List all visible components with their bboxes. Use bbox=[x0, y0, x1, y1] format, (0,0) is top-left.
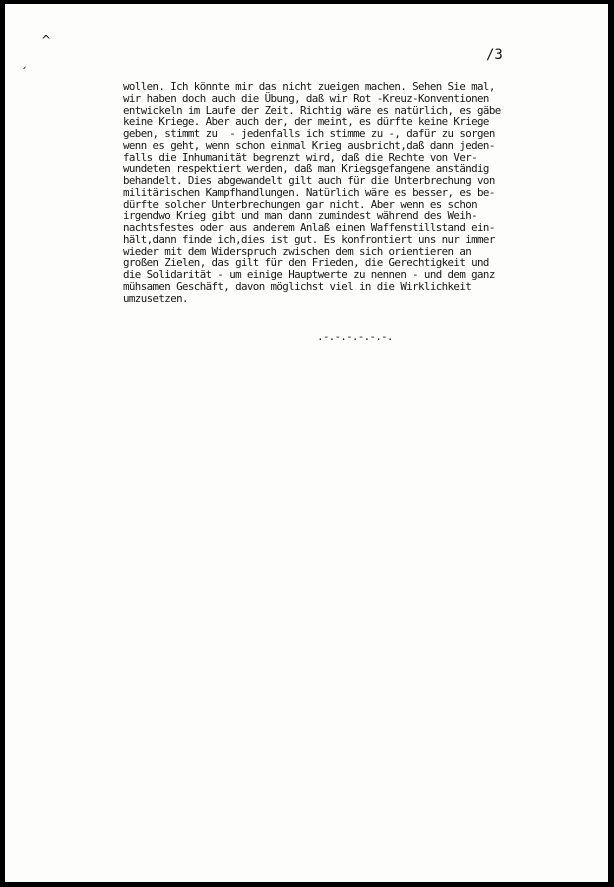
text-line: wollen. Ich könnte mir das nicht zueigen machen. Sehen Sie mal, bbox=[123, 80, 495, 93]
text-line: nachtsfestes oder aus anderem Anlaß einen Waffenstillstand ein- bbox=[123, 221, 495, 234]
text-line: behandelt. Dies abgewandelt gilt auch für die Unterbrechung von bbox=[123, 174, 495, 187]
corner-caret-mark: ^ bbox=[41, 33, 52, 47]
text-line: mühsamen Geschäft, davon möglichst viel in die Wirklichkeit bbox=[123, 279, 472, 293]
page-number: /3 bbox=[486, 47, 503, 63]
text-line: entwickeln im Laufe der Zeit. Richtig wäre es natürlich, es gäbe bbox=[123, 103, 501, 117]
text-line: keine Kriege. Aber auch der, der meint, es dürfte keine Kriege bbox=[123, 115, 489, 129]
text-line: wir haben doch auch die Übung, daß wir Rot -Kreuz-Konventionen bbox=[123, 91, 489, 105]
text-line: umzusetzen. bbox=[123, 291, 188, 305]
text-line: geben, stimmt zu - jedenfalls ich stimme zu -, dafür zu sorgen bbox=[123, 127, 495, 140]
text-line: wieder mit dem Widerspruch zwischen dem sich orientieren an bbox=[123, 244, 472, 258]
text-line: militärischen Kampfhandlungen. Natürlich wäre es besser, es be- bbox=[123, 185, 495, 199]
text-line: dürfte solcher Unterbrechungen gar nicht. Aber wenn es schon bbox=[123, 197, 478, 211]
section-end-ornament: .-.-.-.-.-.-. bbox=[317, 330, 393, 343]
text-line: die Solidarität - um einige Hauptwerte zu nennen - und dem ganz bbox=[123, 268, 495, 281]
typewritten-paragraph bbox=[123, 81, 593, 304]
text-line: falls die Inhumanität begrenzt wird, daß die Rechte von Ver- bbox=[123, 150, 478, 164]
text-line: großen Zielen, das gilt für den Frieden, die Gerechtigkeit und bbox=[123, 256, 489, 270]
text-line: irgendwo Krieg gibt und man dann zumindest während des Weih- bbox=[123, 209, 478, 223]
left-margin-mark: ˏ bbox=[21, 55, 27, 69]
text-line: wundeten respektiert werden, daß man Kriegsgefangene anständig bbox=[123, 162, 489, 176]
text-line: wenn es geht, wenn schon einmal Krieg ausbricht,daß dann jeden- bbox=[123, 138, 495, 152]
text-line: hält,dann finde ich,dies ist gut. Es konfrontiert uns nur immer bbox=[123, 232, 495, 246]
